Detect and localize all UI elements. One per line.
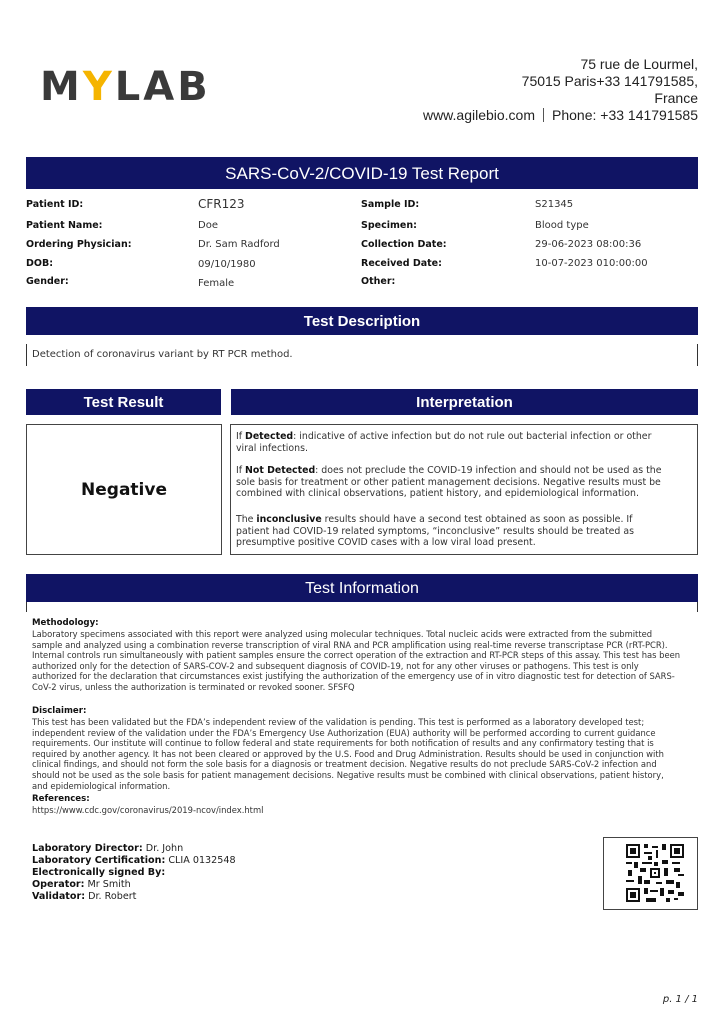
signed-by-line: Electronically signed By: — [32, 867, 166, 878]
physician-label: Ordering Physician: — [26, 239, 132, 250]
references-heading: References: — [32, 794, 90, 804]
divider — [543, 108, 544, 122]
sample-id-value: S21345 — [535, 199, 574, 210]
specimen-value: Blood type — [535, 220, 589, 231]
gender-label: Gender: — [26, 276, 69, 287]
lab-address — [423, 56, 698, 124]
validator-line: Validator: Dr. Robert — [32, 891, 137, 902]
divider — [697, 602, 698, 612]
interpretation-detected: If Detected: indicative of active infection but do not rule out bacterial infection or other viral infections. — [236, 431, 652, 454]
patient-id-label: Patient ID: — [26, 199, 84, 210]
signature-block — [32, 843, 236, 903]
dob-label: DOB: — [26, 258, 54, 269]
interpretation-inconclusive: The inconclusive results should have a second test obtained as soon as possible. If patient had COVID-19 related symptoms, “inconclusive” results should be treated as presumptive positive COVID cases with a low viral load present. — [236, 514, 634, 549]
disclaimer-text: This test has been validated but the FDA’s independent review of the validation is pending. This test is performed as a laboratory developed test; independent review of the validation under the FDA’s Emergency Use Authorization (EUA) authority will be performed according to current guidance requirements. Our institute will continue to follow federal and state requirements for both notification of results and any confirmatory testing that is required by another agency. It has not been cleared or approved by the U.S. Food and Drug Administration. Results should be used in conjunction with clinical findings, and should not form the sole basis for a diagnosis or treatment decision. Negative results do not preclude SARS-CoV-2 infection and should not be used as the sole basis for patient management decisions. Negative results must be combined with clinical observations, patient history, and epidemiological information. — [32, 717, 664, 791]
test-description-header: Test Description — [26, 307, 698, 335]
qr-code-icon — [626, 844, 684, 902]
disclaimer-heading: Disclaimer: — [32, 706, 87, 716]
divider — [697, 344, 698, 366]
page-number: p. 1 / 1 — [662, 994, 698, 1005]
physician-value: Dr. Sam Radford — [198, 239, 280, 250]
address-line-1: 75 rue de Lourmel, — [580, 56, 698, 72]
patient-id-value: CFR123 — [198, 197, 245, 211]
test-result-header: Test Result — [26, 389, 221, 415]
gender-value: Female — [198, 278, 235, 289]
patient-name-value: Doe — [198, 220, 218, 231]
sample-id-label: Sample ID: — [361, 199, 420, 210]
methodology-heading: Methodology: — [32, 618, 99, 628]
certification-line: Laboratory Certification: CLIA 0132548 — [32, 855, 236, 866]
test-information-header: Test Information — [26, 574, 698, 602]
received-date-label: Received Date: — [361, 258, 442, 269]
operator-line: Operator: Mr Smith — [32, 879, 131, 890]
collection-date-label: Collection Date: — [361, 239, 447, 250]
mylab-logo: MYLAB — [40, 64, 211, 110]
collection-date-value: 29-06-2023 08:00:36 — [535, 239, 642, 250]
patient-name-label: Patient Name: — [26, 220, 103, 231]
dob-value: 09/10/1980 — [198, 259, 256, 270]
director-line: Laboratory Director: Dr. John — [32, 843, 184, 854]
other-label: Other: — [361, 276, 396, 287]
methodology-text: Laboratory specimens associated with this report were analyzed using molecular techniques. Total nucleic acids were extracted from the submitted sample and analyzed using a combination reverse transcription of viral RNA and PCR amplification using real-time reverse transcriptase PCR (rRT-PCR). Internal controls run simultaneously with patient samples ensure the correct operation of the extraction and RT-PCR steps of this assay. This test has been authorized only for the detection of SARS-COV-2 and subsequent diagnosis of COVID-19, not for any other viruses or pathogens. This test is only authorized for the declaration that circumstances exist justifying the authorization of the emergency use of in vitro diagnostic test for detection of SARS-CoV-2 virus, unless the authorization is terminated or revoked sooner. SFSFQ — [32, 629, 681, 692]
received-date-value: 10-07-2023 010:00:00 — [535, 258, 648, 269]
website-link[interactable]: www.agilebio.com — [422, 107, 536, 123]
test-result-value: Negative — [81, 479, 167, 500]
interpretation-not-detected: If Not Detected: does not preclude the COVID-19 infection and should not be used as the sole basis for treatment or other patient management decisions. Negative results must be combined with clinical observations, patient history, and epidemiological information. — [236, 465, 662, 500]
specimen-label: Specimen: — [361, 220, 417, 231]
phone-number: Phone: +33 141791585 — [552, 107, 698, 123]
report-title: SARS-CoV-2/COVID-19 Test Report — [26, 157, 698, 189]
interpretation-header: Interpretation — [231, 389, 698, 415]
divider — [26, 602, 27, 612]
divider — [26, 344, 27, 366]
address-line-3: France — [654, 90, 698, 106]
address-line-2: 75015 Paris+33 141791585, — [521, 73, 698, 89]
test-description-text: Detection of coronavirus variant by RT PCR method. — [32, 349, 293, 360]
reference-link[interactable]: https://www.cdc.gov/coronavirus/2019-ncov/index.html — [32, 805, 264, 815]
